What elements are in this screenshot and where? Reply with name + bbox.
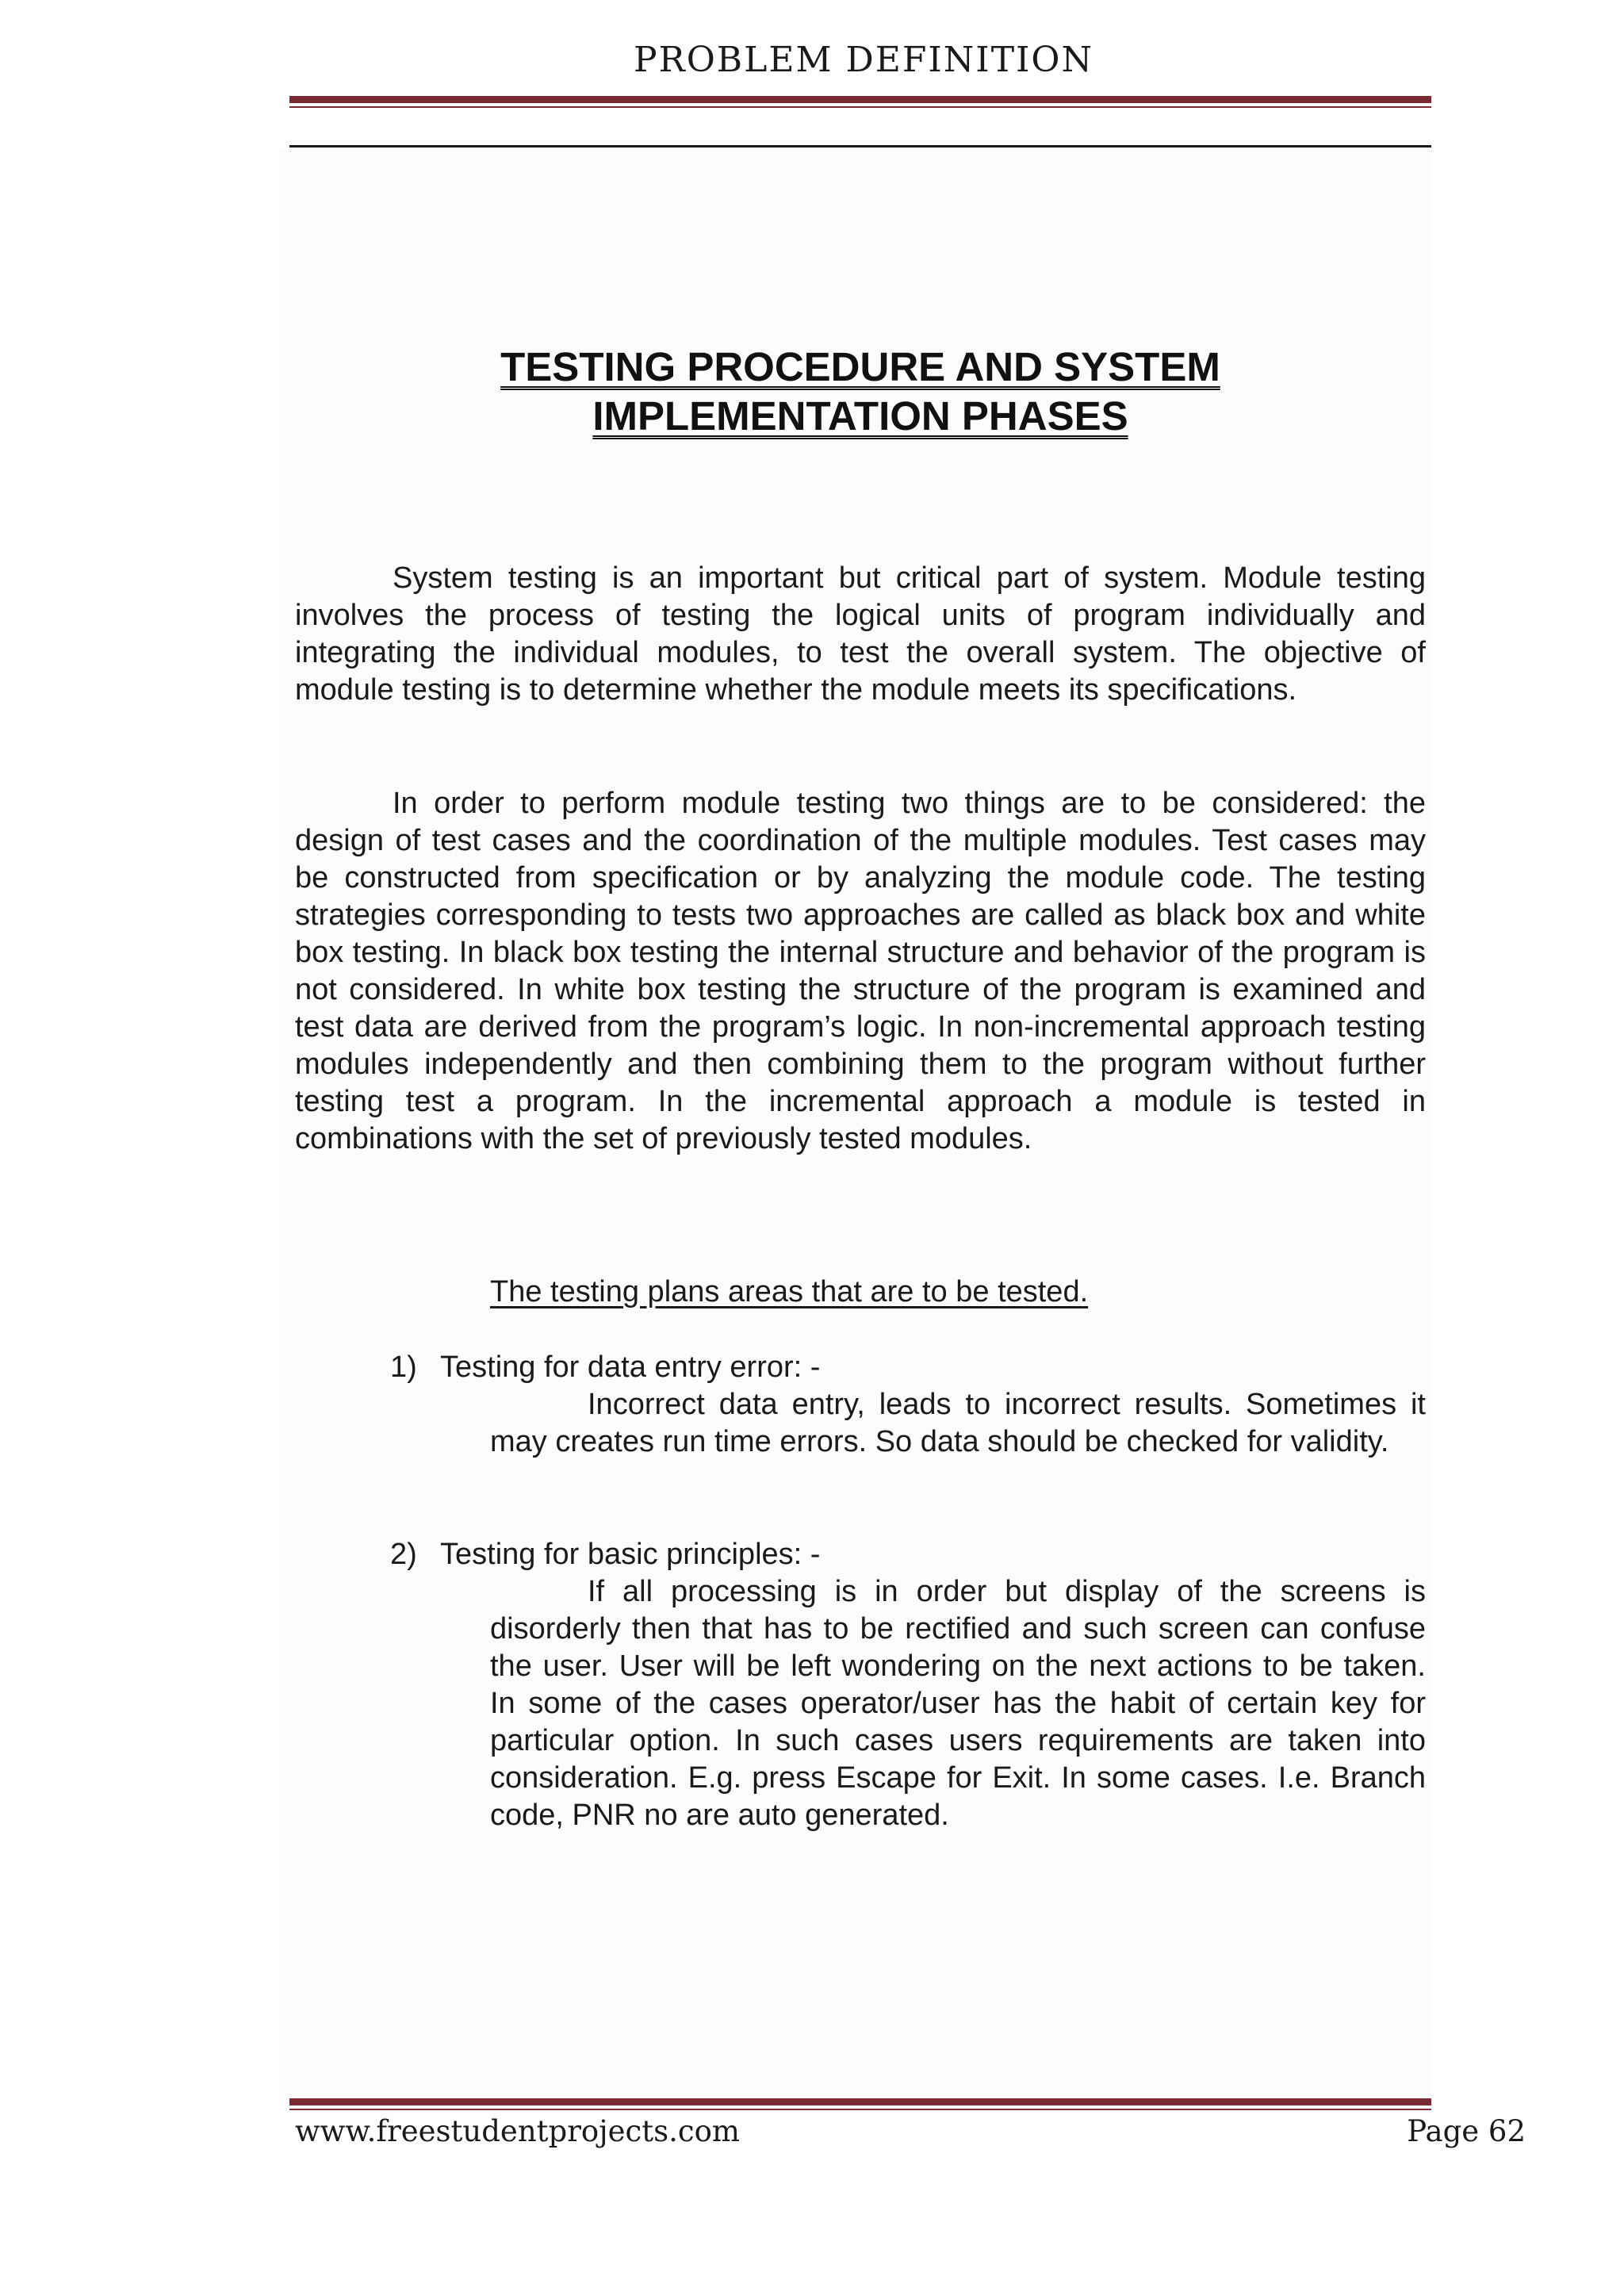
- footer-page-number: Page 62: [1407, 2114, 1526, 2148]
- title-line-1: TESTING PROCEDURE AND SYSTEM: [500, 344, 1220, 389]
- list-item-number: 2): [390, 1538, 417, 1571]
- header-rule-thin: [289, 106, 1431, 108]
- header-rule-thick: [289, 96, 1431, 103]
- paragraph-2-text: In order to perform module testing two things are to be considered: the design of test cases and the coordination of the multiple modules. Test cases may be constructed from specification or by analyzing the module code. The testing strategies corresponding to tests two approaches are called as black box and white box testing. In black box testing the internal structure and behavior of the program is not considered. In white box testing the structure of the program is examined and test data are derived from the program’s logic. In non-incremental approach testing modules independently and then combining them to the program without further testing test a program. In the incremental approach a module is tested in combinations with the set of previously tested modules.: [295, 787, 1426, 1155]
- list-item-number: 1): [390, 1351, 417, 1384]
- footer-rule-thin: [289, 2109, 1431, 2110]
- list-item-heading: [390, 1536, 1426, 1573]
- list-item-body: [490, 1573, 1426, 1834]
- list-item: [390, 1349, 1426, 1461]
- title-line-2: IMPLEMENTATION PHASES: [592, 393, 1128, 439]
- paragraph-1: [295, 560, 1426, 709]
- list-item: [390, 1536, 1426, 1834]
- list-item-body-text: Incorrect data entry, leads to incorrect results. Sometimes it may creates run time errors. So data should be checked for validity.: [490, 1388, 1426, 1458]
- list-item-body: [490, 1386, 1426, 1461]
- list-item-title: Testing for basic principles: -: [440, 1538, 821, 1571]
- header-underline: [289, 145, 1431, 148]
- paragraph-1-text: System testing is an important but critical part of system. Module testing involves the process of testing the logical units of program individually and integrating the individual modules, to test the overall system. The objective of module testing is to determine whether the module meets its specifications.: [295, 561, 1426, 707]
- list-item-body-text: If all processing is in order but display of the screens is disorderly then that has to be rectified and such screen can confuse the user. User will be left wondering on the next actions to be taken. In some of the cases operator/user has the habit of certain key for particular option. In such cases users requirements are taken into consideration. E.g. press Escape for Exit. In some cases. I.e. Branch code, PNR no are auto generated.: [490, 1575, 1426, 1832]
- list-item-title: Testing for data entry error: -: [440, 1351, 821, 1384]
- header-rule: [289, 96, 1431, 108]
- footer-rule: [289, 2098, 1431, 2110]
- testing-plans-subheading: The testing plans areas that are to be tested.: [490, 1275, 1089, 1308]
- document-title: [289, 343, 1431, 441]
- footer-rule-thick: [289, 2098, 1431, 2105]
- list-item-heading: [390, 1349, 1426, 1386]
- paragraph-2: [295, 785, 1426, 1158]
- footer-website: www.freestudentprojects.com: [295, 2114, 740, 2148]
- running-header: PROBLEM DEFINITION: [633, 40, 1094, 80]
